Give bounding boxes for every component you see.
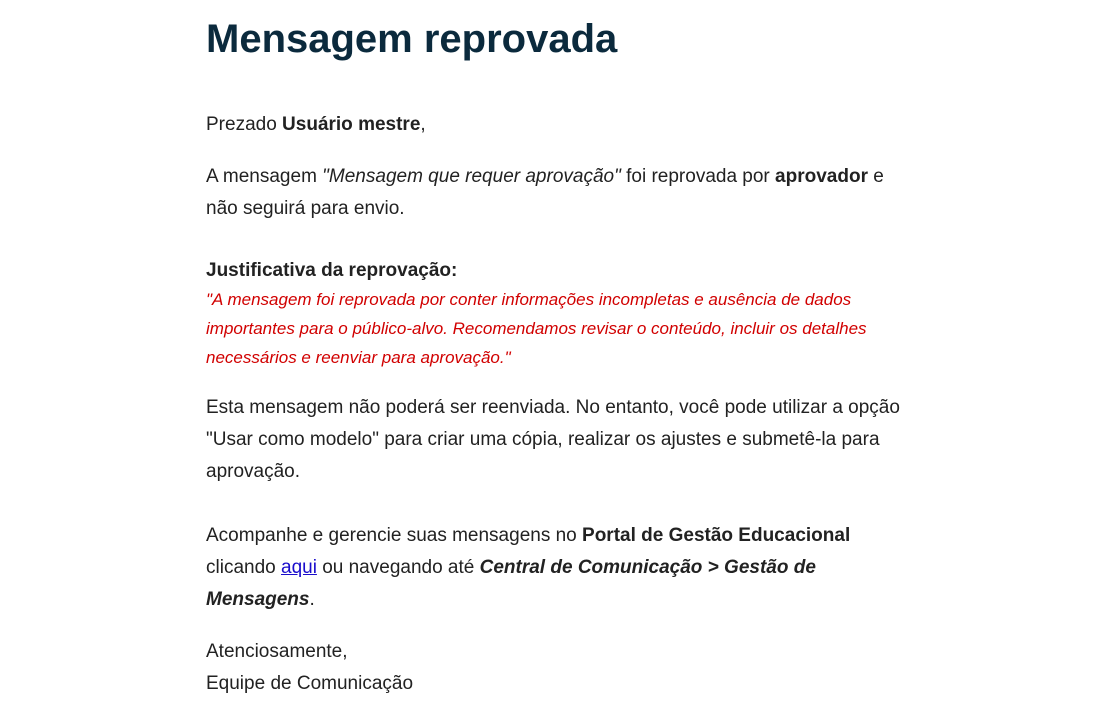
message-subject: "Mensagem que requer aprovação": [322, 166, 621, 187]
closing-salutation: Atenciosamente,: [206, 641, 348, 662]
resend-note: Esta mensagem não poderá ser reenviada. No entanto, você pode utilizar a opção "Usar como modelo" para criar uma cópia, realizar os ajustes e submetê-la para aprovação.: [206, 397, 900, 482]
greeting-prefix: Prezado: [206, 114, 283, 135]
portal-middle-1: clicando: [206, 557, 281, 578]
justification-text: "A mensagem foi reprovada por conter informações incompletas e ausência de dados importantes para o público-alvo. Recomendamos revisar o conteúdo, incluir os detalhes necessários e reenviar para aprovação.": [206, 290, 867, 367]
greeting-suffix: ,: [420, 114, 426, 135]
navigation-path: Central de Comunicação > Gestão de Mensagens: [206, 557, 816, 610]
justification-label: Justificativa da reprovação:: [206, 260, 458, 281]
portal-suffix: .: [309, 589, 315, 610]
portal-middle-2: ou navegando até: [316, 557, 480, 578]
email-body: [206, 14, 906, 700]
portal-prefix: Acompanhe e gerencie suas mensagens no: [206, 525, 583, 546]
closing-signature: Equipe de Comunicação: [206, 673, 414, 694]
portal-instructions: [206, 520, 906, 616]
rejection-message: [206, 161, 906, 225]
greeting: [206, 109, 906, 141]
message-middle: foi reprovada por: [620, 166, 776, 187]
closing: [206, 636, 906, 700]
approver-name: aprovador: [775, 166, 868, 187]
recipient-name: Usuário mestre: [282, 114, 421, 135]
portal-name: Portal de Gestão Educacional: [582, 525, 851, 546]
message-suffix: e não seguirá para envio.: [206, 166, 884, 219]
message-prefix: A mensagem: [206, 166, 323, 187]
email-title: Mensagem reprovada: [206, 17, 618, 61]
portal-link[interactable]: aqui: [281, 557, 317, 578]
